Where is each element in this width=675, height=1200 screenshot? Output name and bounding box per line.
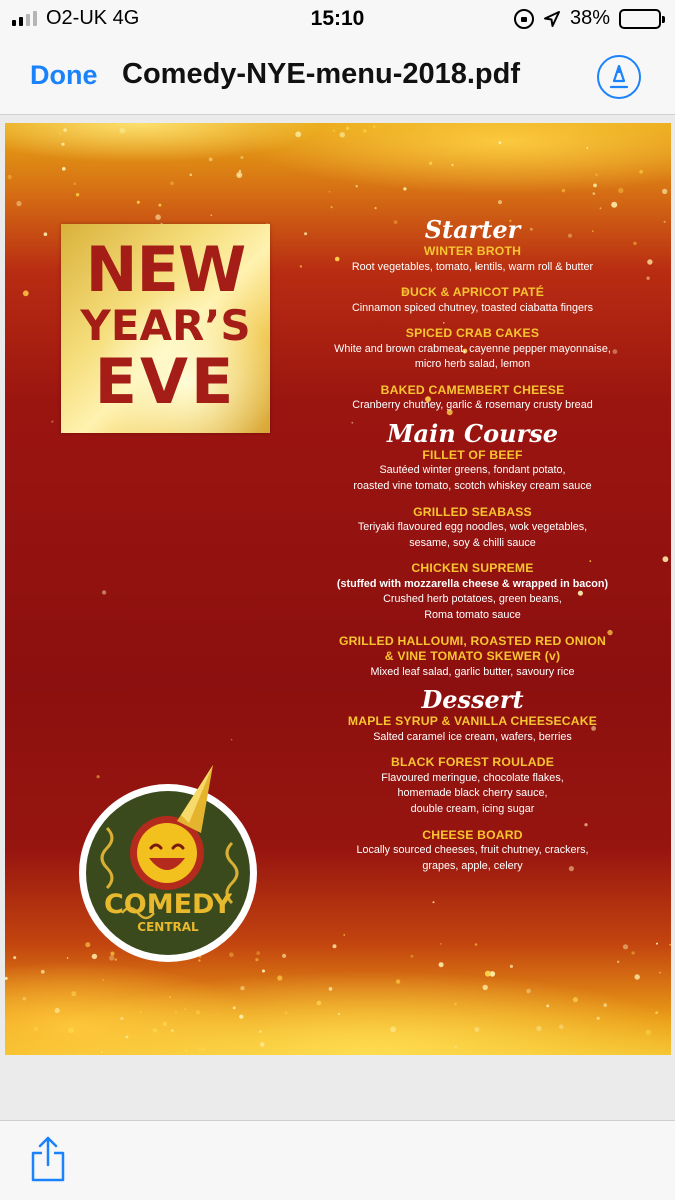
- bottom-toolbar: [0, 1120, 675, 1200]
- menu-item-description: Cranberry chutney, garlic & rosemary crusty bread: [352, 399, 593, 412]
- status-bar: [0, 0, 675, 38]
- new-years-eve-banner: [61, 224, 270, 433]
- comedy-central-logo: [77, 763, 259, 968]
- menu-item: [310, 561, 635, 623]
- menu-item: [310, 383, 635, 414]
- menu-item: [310, 326, 635, 373]
- menu-item-description: Teriyaki flavoured egg noodles, wok vegetables, sesame, soy & chilli sauce: [357, 521, 588, 549]
- carrier-label: O2-UK 4G: [46, 7, 140, 29]
- location-arrow-icon: [543, 10, 561, 28]
- orientation-lock-icon: [514, 9, 534, 29]
- menu-item-name: MAPLE SYRUP & VANILLA CHEESECAKE: [347, 714, 598, 729]
- starter-heading: Starter: [424, 215, 521, 244]
- banner-line-years: YEAR’S: [80, 301, 251, 350]
- menu-item-description: Salted caramel ice cream, wafers, berries: [373, 730, 572, 743]
- menu-item: [310, 244, 635, 275]
- logo-word-comedy: COMEDY: [103, 889, 233, 920]
- pdf-viewer[interactable]: [0, 115, 675, 1120]
- menu-item-description: Locally sourced cheeses, fruit chutney, crackers, grapes, apple, celery: [356, 844, 589, 872]
- menu-item-name: BAKED CAMEMBERT CHEESE: [380, 382, 565, 397]
- menu-item-description: White and brown crabmeat, cayenne pepper mayonnaise, micro herb salad, lemon: [334, 342, 611, 371]
- menu-item-name: WINTER BROTH: [423, 244, 522, 258]
- menu-item-name: CHICKEN SUPREME: [411, 561, 534, 576]
- menu-text-column: [310, 216, 635, 884]
- menu-item-description: Cinnamon spiced chutney, toasted ciabatta fingers: [351, 301, 594, 314]
- menu-item: [310, 714, 635, 745]
- logo-word-central: CENTRAL: [137, 920, 199, 934]
- status-right-group: [514, 7, 661, 30]
- menu-item-name: SPICED CRAB CAKES: [405, 326, 540, 341]
- menu-item-description: Crushed herb potatoes, green beans, Roma tomato sauce: [383, 593, 562, 622]
- share-icon[interactable]: [28, 1135, 68, 1183]
- menu-item-description: Mixed leaf salad, garlic butter, savoury rice: [370, 665, 575, 678]
- banner-line-eve: EVE: [94, 345, 237, 418]
- nav-bar: [0, 38, 675, 115]
- menu-item: [310, 505, 635, 552]
- battery-percent: 38%: [569, 7, 610, 29]
- menu-item-description: Flavoured meringue, chocolate flakes, homemade black cherry sauce, double cream, icing sugar: [381, 771, 564, 815]
- menu-item-name: FILLET OF BEEF: [422, 447, 523, 462]
- document-title: Comedy-NYE-menu-2018.pdf: [122, 58, 521, 90]
- markup-pen-icon[interactable]: [597, 55, 641, 99]
- menu-item: [310, 634, 635, 681]
- battery-icon: [619, 9, 661, 29]
- menu-page: [5, 123, 671, 1055]
- done-button[interactable]: Done: [30, 60, 98, 90]
- clock: 15:10: [310, 7, 365, 30]
- menu-item-name: DUCK & APRICOT PATÉ: [400, 285, 545, 300]
- menu-item-name: GRILLED HALLOUMI, ROASTED RED ONION & VINE TOMATO SKEWER (v): [339, 633, 606, 664]
- menu-item: [310, 285, 635, 316]
- dessert-heading: Dessert: [421, 685, 524, 715]
- menu-item: [310, 755, 635, 817]
- menu-item: [310, 828, 635, 875]
- main-course-heading: Main Course: [386, 418, 559, 448]
- menu-item-name: GRILLED SEABASS: [413, 504, 532, 519]
- menu-item: [310, 448, 635, 495]
- menu-item-note: (stuffed with mozzarella cheese & wrapped in bacon): [336, 577, 609, 590]
- menu-item-name: CHEESE BOARD: [422, 827, 523, 842]
- menu-item-description: Sautéed winter greens, fondant potato, roasted vine tomato, scotch whiskey cream sauce: [353, 464, 592, 493]
- menu-item-description: Root vegetables, tomato, lentils, warm roll & butter: [351, 260, 594, 273]
- banner-line-new: NEW: [85, 233, 246, 306]
- menu-item-name: BLACK FOREST ROULADE: [390, 755, 555, 770]
